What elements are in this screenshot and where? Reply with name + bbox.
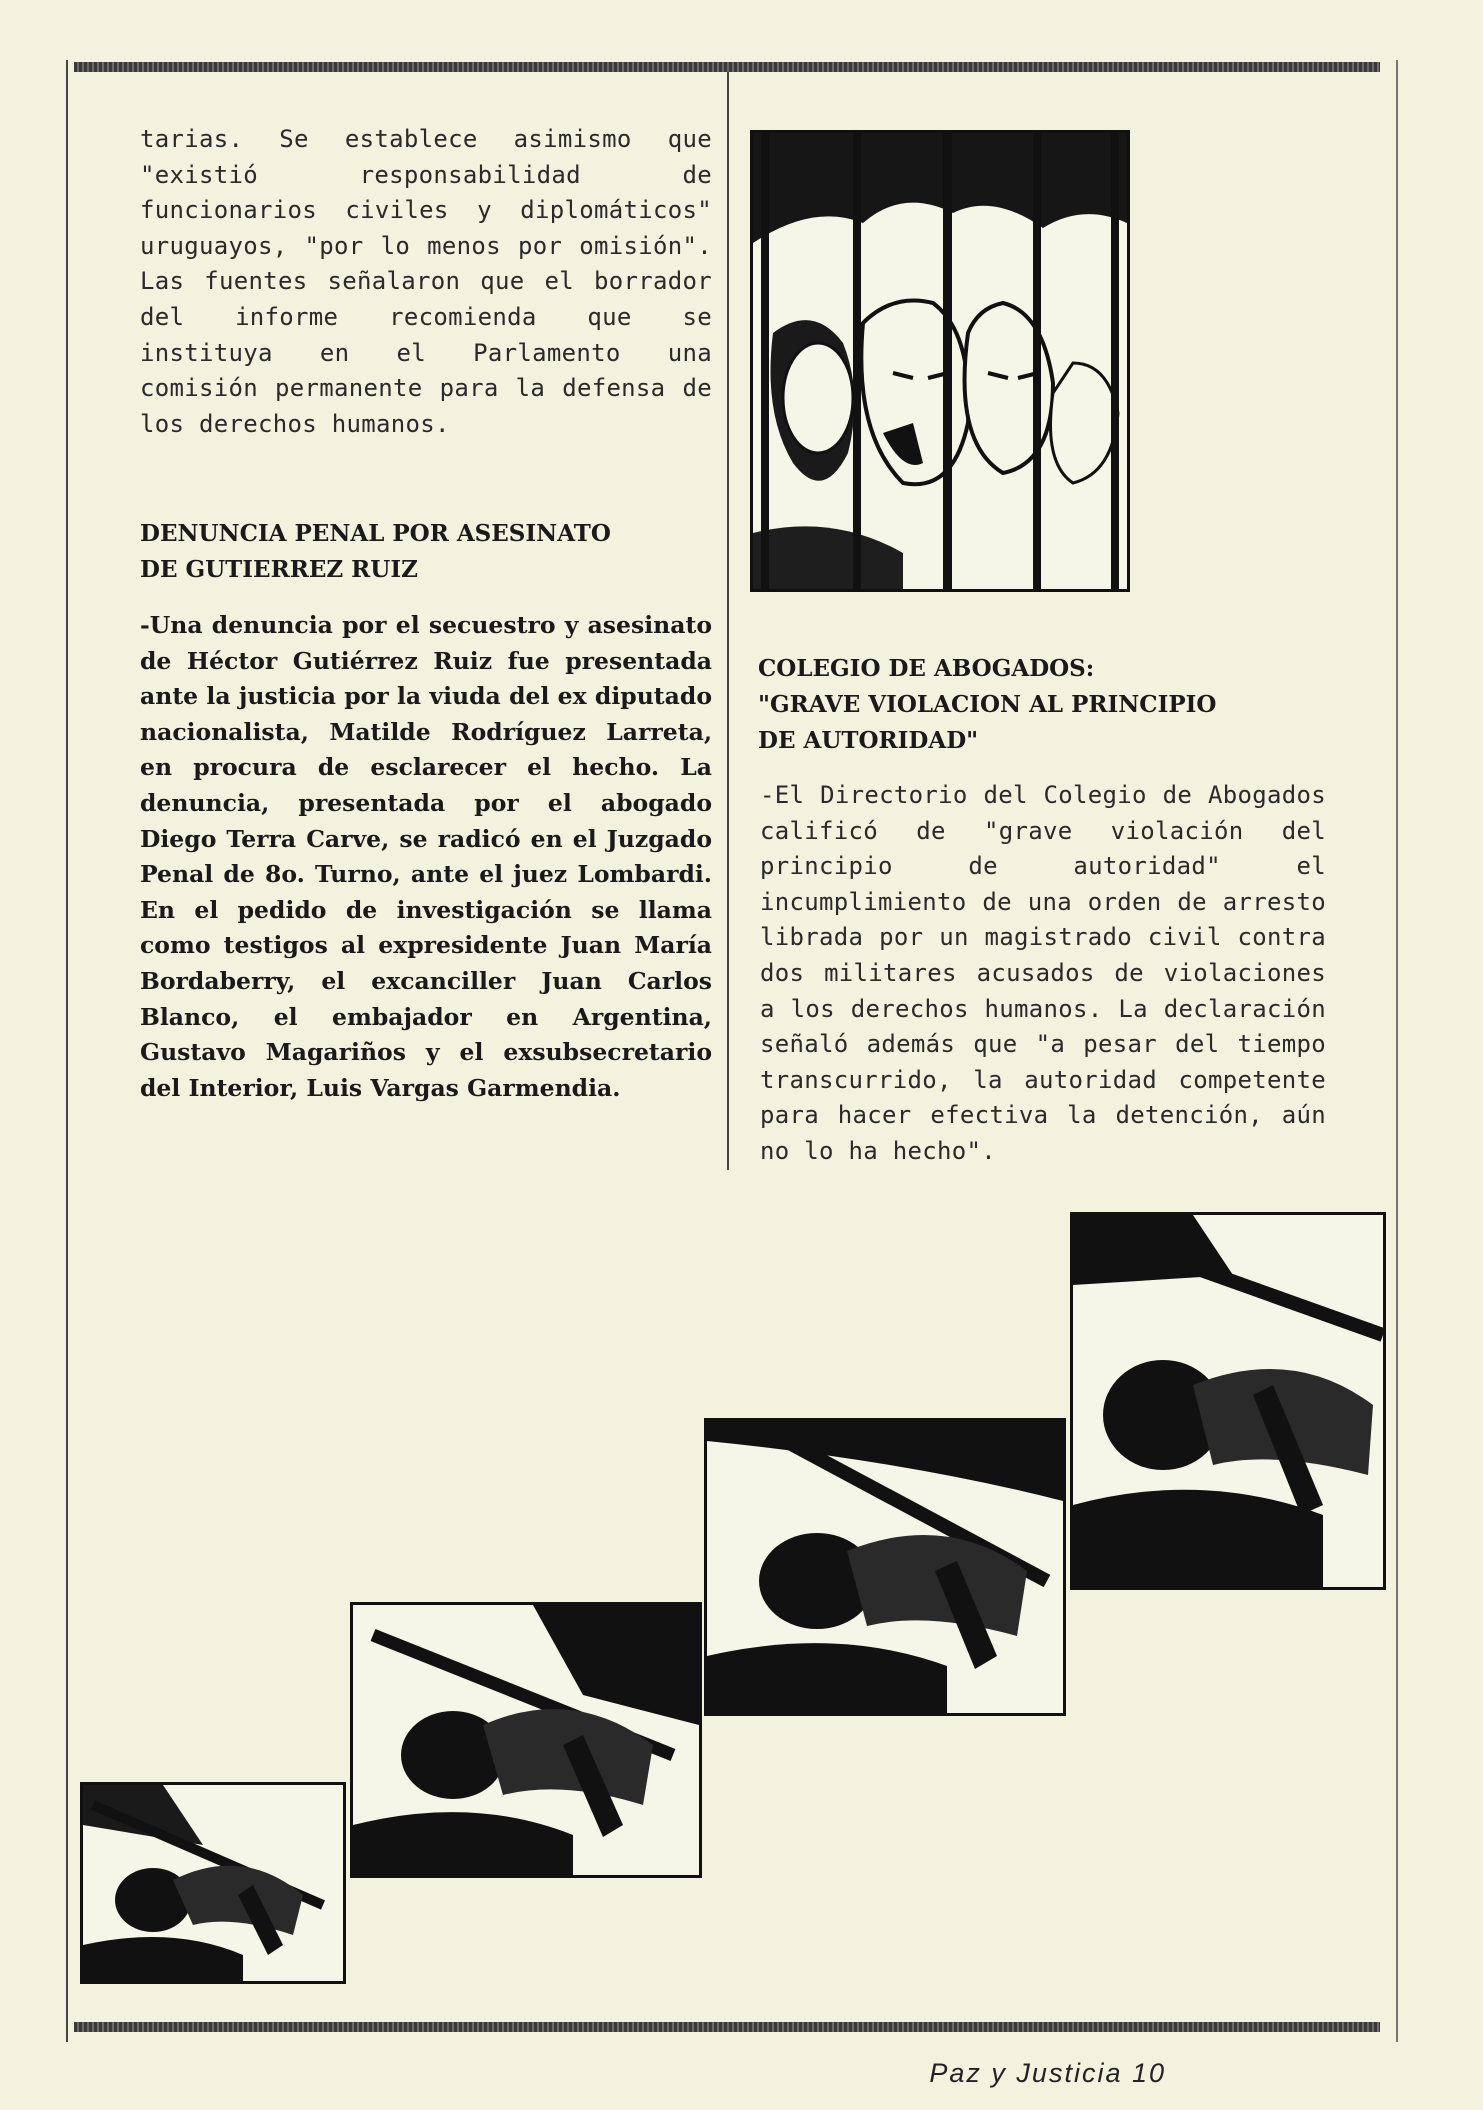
page-footer: Paz y Justicia 10 <box>929 2058 1166 2088</box>
continuation-paragraph: tarias. Se establece asimismo que "existió responsabilidad de funcionarios civiles y diplomáticos" uruguayos, "por lo menos por omisión". Las fuentes señalaron que el borrador del informe recomienda que se instituya en el Parlamento una comisión permanente para la defensa de los derechos humanos. <box>140 125 712 438</box>
denuncia-paragraph: -Una denuncia por el secuestro y asesinato de Héctor Gutiérrez Ruiz fue presentada ante la justicia por la viuda del ex diputado nacionalista, Matilde Rodríguez Larreta, en procura de esclarecer el hecho. La denuncia, presentada por el abogado Diego Terra Carve, se radicó en el Juzgado Penal de 8o. Turno, ante el juez Lombardi. En el pedido de investigación se llama como testigos al expresidente Juan María Bordaberry, el excanciller Juan Carlos Blanco, el embajador en Argentina, Gustavo Magariños y el exsubsecretario del Interior, Luis Vargas Garmendia. <box>140 611 712 1102</box>
bottom-rule <box>74 2022 1380 2032</box>
top-rule <box>74 62 1380 72</box>
prisoners-behind-bars-illustration <box>750 130 1130 592</box>
section-heading-denuncia: DENUNCIA PENAL POR ASESINATO DE GUTIERREZ RUIZ <box>140 520 611 583</box>
kneeling-figure-rifle-icon <box>1073 1215 1383 1587</box>
faces-behind-bars-icon <box>753 133 1127 589</box>
section-heading-colegio: COLEGIO DE ABOGADOS: "GRAVE VIOLACION AL PRINCIPIO DE AUTORIDAD" <box>758 655 1217 754</box>
soldier-sequence-panel-1 <box>80 1782 346 1984</box>
kneeling-figure-rifle-icon <box>707 1421 1063 1713</box>
soldier-sequence-panel-2 <box>350 1602 702 1878</box>
column-divider <box>727 72 729 1170</box>
soldier-sequence-panel-4 <box>1070 1212 1386 1590</box>
kneeling-figure-rifle-icon <box>353 1605 699 1875</box>
soldier-sequence-panel-3 <box>704 1418 1066 1716</box>
kneeling-figure-rifle-icon <box>83 1785 343 1981</box>
colegio-paragraph: -El Directorio del Colegio de Abogados calificó de "grave violación del principio de autoridad" el incumplimiento de una orden de arresto librada por un magistrado civil contra dos militares acusados de violaciones a los derechos humanos. La declaración señaló además que "a pesar del tiempo transcurrido, la autoridad competente para hacer efectiva la detención, aún no lo ha hecho". <box>760 781 1326 1165</box>
